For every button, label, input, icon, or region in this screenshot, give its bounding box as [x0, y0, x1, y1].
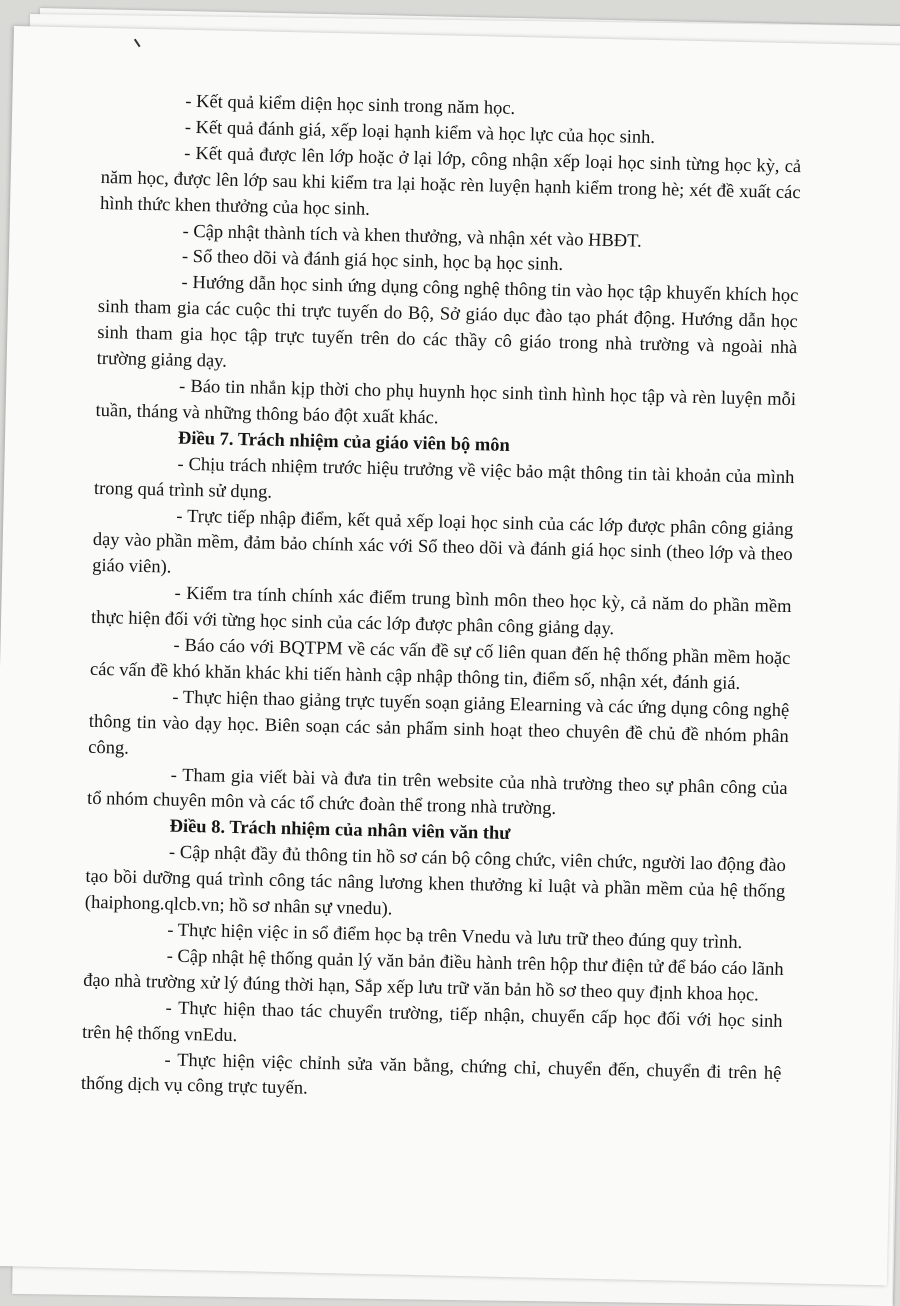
list-item: - Hướng dẫn học sinh ứng dụng công nghệ thông tin vào học tập khuyến khích học sinh tham gia các cuộc thi trực tuyến do Bộ, Sở giáo dục đào tạo phát động. Hướng dẫn học sinh tham gia học tập trực tuyến trên do các thầy cô giáo trong nhà trường và ngoài nhà trường giảng dạy. [96, 273, 799, 372]
list-item: - Kiểm tra tính chính xác điểm trung bình môn theo học kỳ, cả năm do phần mềm thực hiện đối với từng học sinh của các lớp được phân công giảng dạy. [90, 583, 792, 640]
list-item: - Cập nhật thành tích và khen thưởng, và nhận xét vào HBĐT. [182, 221, 642, 252]
list-item: - Chịu trách nhiệm trước hiệu trưởng về việc bảo mật thông tin tài khoản của mình trong quá trình sử dụng. [93, 454, 795, 503]
section-heading: Điều 7. Trách nhiệm của giáo viên bộ môn [177, 428, 511, 456]
document-body [81, 88, 803, 1113]
list-item: - Trực tiếp nhập điểm, kết quả xếp loại học sinh của các lớp được phân công giảng dạy vào phần mềm, đảm bảo chính xác với Sổ theo dõi và đánh giá học sinh (theo lớp và theo giáo viên). [92, 506, 794, 578]
list-item: - Thực hiện việc chỉnh sửa văn bằng, chứng chỉ, chuyển đến, chuyển đi trên hệ thống dịch vụ công trực tuyến. [80, 1050, 782, 1100]
pen-mark [134, 35, 146, 47]
list-item: - Báo tin nhắn kịp thời cho phụ huynh học sinh tình hình học tập và rèn luyện mỗi tuần, tháng và những thông báo đột xuất khác. [95, 376, 797, 429]
list-item: - Báo cáo với BQTPM về các vấn đề sự cố liên quan đến hệ thống phần mềm hoặc các vấn đề khó khăn khác khi tiến hành cập nhập thông tin, điểm số, nhận xét, đánh giá. [89, 635, 791, 694]
list-item: - Kết quả đánh giá, xếp loại hạnh kiểm và học lực của học sinh. [184, 117, 656, 148]
document-page [0, 26, 900, 1285]
list-item: - Kết quả kiểm diện học sinh trong năm học. [185, 91, 516, 119]
list-item: - Thực hiện việc in sổ điểm học bạ trên Vnedu và lưu trữ theo đúng quy trình. [167, 920, 743, 954]
list-item: - Thực hiện thao giảng trực tuyến soạn giảng Elearning và các ứng dụng công nghệ thông tin vào dạy học. Biên soạn các sản phẩm sinh hoạt theo chuyên đề chủ đề nhóm phân công. [88, 687, 790, 759]
section-heading: Điều 8. Trách nhiệm của nhân viên văn thư [169, 816, 511, 845]
list-item: - Kết quả được lên lớp hoặc ở lại lớp, công nhận xếp loại học sinh từng học kỳ, cả năm học, được lên lớp sau khi kiểm tra lại hoặc rèn luyện hạnh kiểm trong hè; xét đề xuất các hình thức khen thưởng của học sinh. [99, 143, 802, 220]
list-item: - Cập nhật hệ thống quản lý văn bản điều hành trên hộp thư điện tử để báo cáo lãnh đạo nhà trường xử lý đúng thời hạn, Sắp xếp lưu trữ văn bản hồ sơ theo quy định khoa học. [82, 946, 784, 1006]
list-item: - Sổ theo dõi và đánh giá học sinh, học bạ học sinh. [181, 247, 564, 276]
list-item: - Thực hiện thao tác chuyển trường, tiếp nhận, chuyển cấp học đối với học sinh trên hệ thống vnEdu. [81, 998, 783, 1046]
list-item: - Tham gia viết bài và đưa tin trên website của nhà trường theo sự phân công của tổ nhóm chuyên môn và các tổ chức đoàn thể trong nhà trường. [86, 765, 788, 820]
list-item: - Cập nhật đầy đủ thông tin hồ sơ cán bộ công chức, viên chức, người lao động đào tạo bồi dưỡng quá trình công tác nâng lương khen thưởng kỉ luật và phần mềm của hệ thống (haiphong.qlcb.vn; hồ sơ nhân sự vnedu). [84, 842, 787, 920]
